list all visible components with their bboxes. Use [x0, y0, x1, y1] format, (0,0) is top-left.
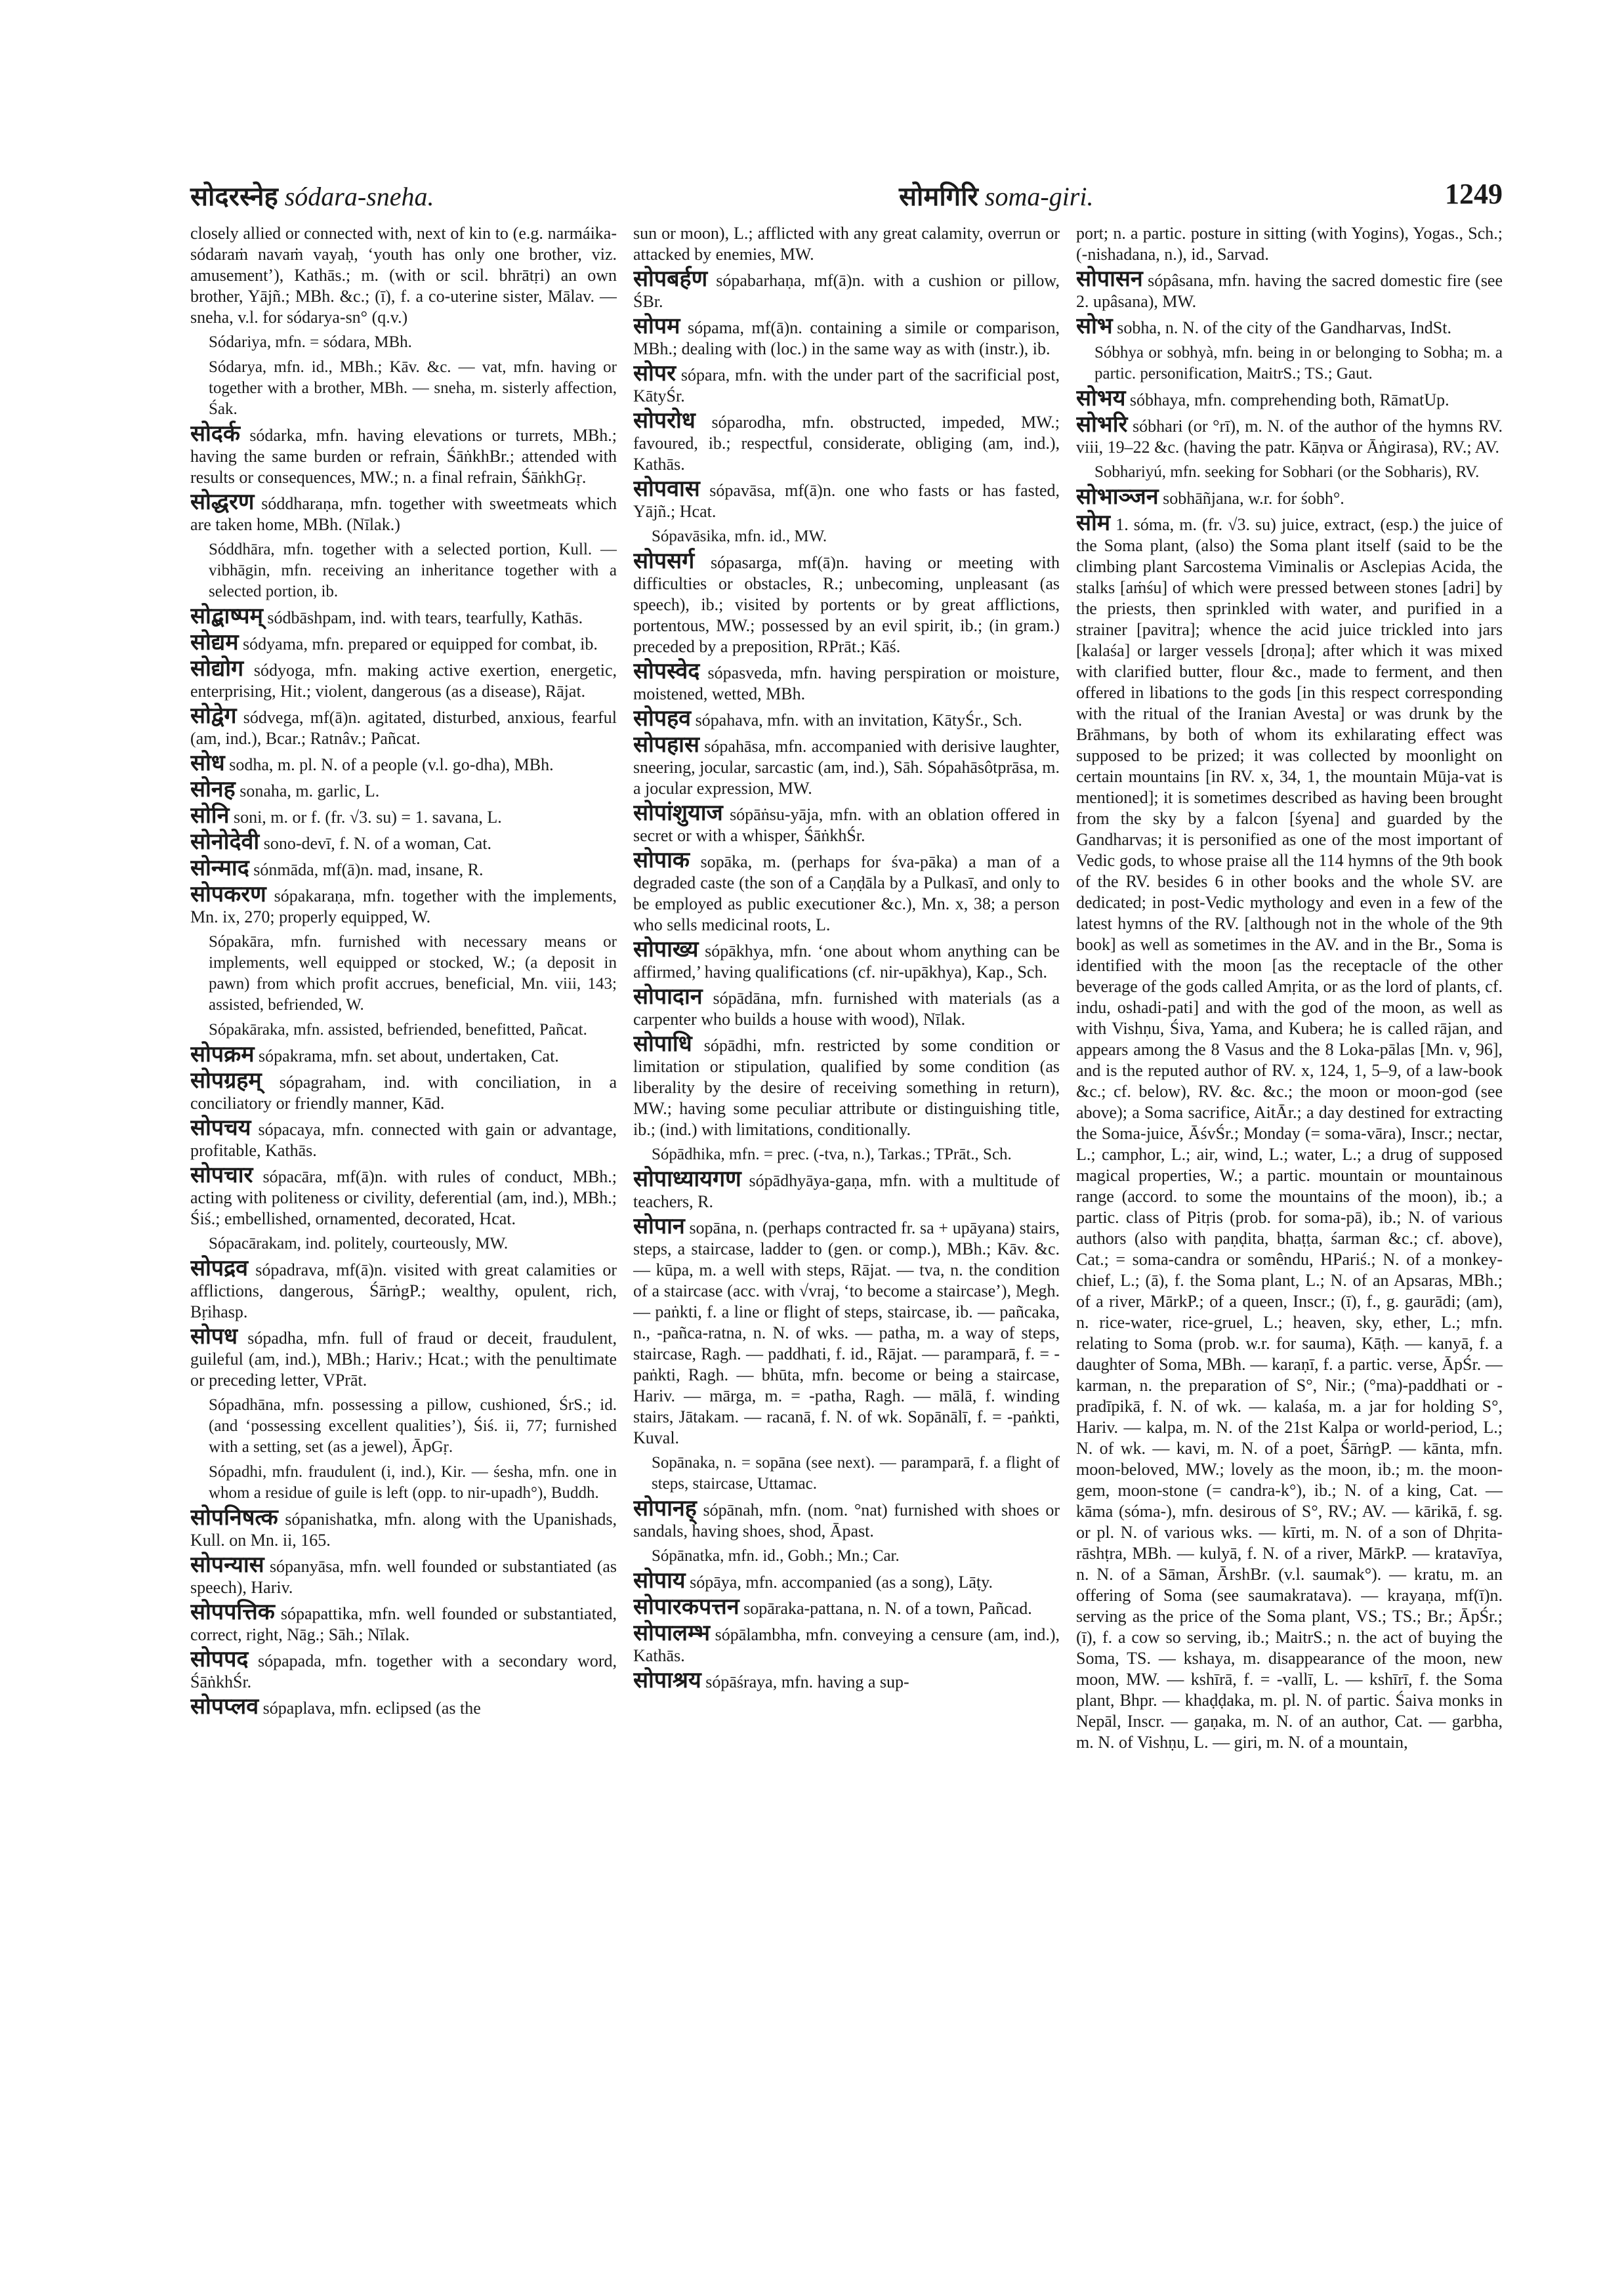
entry-text: sódvega, mf(ā)n. agitated, disturbed, anxious, fearful (am, ind.), Bcar.; Ratnâv.; Pañcat. — [190, 708, 617, 748]
entry-headword: सोपचय — [190, 1116, 251, 1140]
entry-headword: सोपाधि — [633, 1032, 692, 1056]
dictionary-entry — [1076, 487, 1503, 509]
dictionary-entry — [190, 424, 617, 488]
entry-headword: सोभ — [1076, 314, 1113, 339]
sub-entry — [209, 332, 617, 353]
entry-text: sópasveda, mfn. having perspiration or moisture, moistened, wetted, MBh. — [633, 663, 1060, 703]
entry-text: sonaha, m. garlic, L. — [239, 781, 380, 800]
entry-text: sun or moon), L.; afflicted with any great calamity, overrun or attacked by enemies, MW. — [633, 224, 1060, 264]
entry-headword: सोम — [1076, 511, 1111, 535]
entry-text: sópadrava, mf(ā)n. visited with great calamities or afflictions, dangerous, ŚārṅgP.; wealthy, opulent, rich, Bṛihasp. — [190, 1260, 617, 1321]
sub-entry — [209, 1020, 617, 1041]
entry-headword: सोद्वेग — [190, 704, 237, 728]
entry-text: sodha, m. pl. N. of a people (v.l. go-dha), MBh. — [229, 755, 554, 774]
sub-entry — [652, 1453, 1060, 1495]
column-middle — [633, 223, 1060, 2244]
entry-text: sópāśraya, mfn. having a sup- — [705, 1672, 909, 1691]
dictionary-entry — [190, 606, 617, 629]
sub-entry — [652, 526, 1060, 547]
entry-headword: सोनि — [190, 804, 230, 828]
header-right-catchword — [899, 177, 1094, 213]
entry-headword: सोपसर्ग — [633, 549, 695, 573]
dictionary-entry — [190, 779, 617, 802]
dictionary-entry — [1076, 388, 1503, 411]
entry-text: Sódariya, mfn. = sódara, MBh. — [209, 333, 412, 351]
entry-headword: सोपाश्रय — [633, 1668, 701, 1693]
entry-text: sópahāsa, mfn. accompanied with derisive laughter, sneering, jocular, sarcastic (am, ind.), Sāh. Sópahāsôtprāsa, m. a jocular expression, MW. — [633, 737, 1060, 798]
entry-text: sóddharaṇa, mfn. together with sweetmeats which are taken home, MBh. (Nīlak.) — [190, 494, 617, 534]
entry-text: port; n. a partic. posture in sitting (with Yogins), Yogas., Sch.; (-nishadana, n.), id., Sarvad. — [1076, 224, 1503, 264]
dictionary-entry — [190, 832, 617, 854]
entry-text: sódarka, mfn. having elevations or turrets, MBh.; having the same burden or refrain, ŚāṅkhBr.; attended with results or consequences, MW.; n. a final refrain, ŚāṅkhGṛ. — [190, 426, 617, 487]
column-right — [1076, 223, 1503, 2244]
dictionary-entry — [633, 850, 1060, 936]
entry-text: sódyama, mfn. prepared or equipped for combat, ib. — [243, 634, 598, 653]
entry-text: sópanishatka, mfn. along with the Upanishads, Kull. on Mn. ii, 165. — [190, 1510, 617, 1550]
dictionary-entry — [633, 1571, 1060, 1593]
entry-headword: सोपबर्हण — [633, 267, 708, 291]
entry-headword: सोपानह् — [633, 1497, 697, 1521]
entry-text: sónmāda, mf(ā)n. mad, insane, R. — [253, 860, 484, 879]
entry-text: 1. sóma, m. (fr. √3. su) juice, extract, (esp.) the juice of the Soma plant, (also) the Soma plant itself (said to be the climbing plant Sarcostema Viminalis or Asclepias Acida, the stalks [aṁśu] of which were pressed between stones [adri] by the priests, then sprinkled with water, and purified in a strainer [pavitra]; whence the acid juice trickled into jars [kalaśa] or larger vessels [droṇa]; after which it was mixed with clarified butter, flour &c., made to ferment, and then offered in libations to the gods [in this respect corresponding with the ritual of the Iranian Avesta] or was drunk by the Brāhmans, by both of whom its exhilarating effect was supposed to be prized; it was collected by moonlight on certain mountains [in RV. x, 34, 1, the mountain Mūja-vat is mentioned]; it is sometimes described as having been brought from the sky by a falcon [śyena] and guarded by the Gandharvas; it is personified as one of the most important of Vedic gods, to whose praise all the 114 hymns of the 9th book of the RV. besides 6 in other books and the whole SV. are dedicated; in post-Vedic mythology and even in a few of the latest hymns of the RV. [although not in the whole of the 9th book] as well as sometimes in the AV. and in the Br., Soma is identified with the moon [as the receptacle of the other beverage of the gods called Amṛita, or as the lord of plants, cf. indu, oshadi-pati] and with the god of the moon, as well as with Vishṇu, Śiva, Yama, and Kubera; he is called rājan, and appears among the 8 Vasus and the 8 Loka-pālas [Mn. v, 96], and is the reputed author of RV. x, 124, 1, 5–9, of a law-book &c.; cf. below), RV. &c. &c.; the moon or moon-god (see above); a Soma sacrifice, AitĀr.; a day destined for extracting the Soma-juice, ĀśvŚr.; Monday (= soma-vāra), Inscr.; nectar, L.; camphor, L.; air, wind, L.; water, L.; a drug of supposed magical properties, W.; a partic. mountain or mountainous range (accord. to some the mountains of the moon), ib.; a partic. class of Pitṛis (prob. for soma-pā), ib.; N. of various authors (also with paṇḍita, bhaṭṭa, śarman &c.; cf. above), Cat.; = soma-candra or somêndu, HPariś.; N. of a monkey-chief, L.; (ā), f. the Soma plant, L.; N. of an Apsaras, MBh.; of a river, MārkP.; of a queen, Inscr.; (ī), f., g. gaurādi; (am), n. rice-water, rice-gruel, L.; heaven, sky, ether, L.; mfn. relating to Soma (prob. w.r. for sauma), Kāṭh. — kanyā, f. a daughter of Soma, MBh. — karaṇī, f. a partic. verse, ĀpŚr. — karman, n. the preparation of S°, Nir.; (°ma)-paddhati or -pradīpikā, f. N. of wk. — kalaśa, m. a jar for holding S°, Hariv. — kalpa, m. N. of the 21st Kalpa or world-period, L.; N. of wk. — kavi, m. N. of a poet, ŚārṅgP. — kānta, mfn. moon-beloved, MW.; lovely as the moon, ib.; m. the moon-gem, moon-stone (= candra-k°), ib.; N. of a king, Cat. — kāma (sóma-), mfn. desirous of S°, RV.; AV. — kārikā, f. sg. or pl. N. of various wks. — kīrti, m. N. of a son of Dhṛita-rāshṭra, MBh. — kulyā, f. N. of a river, MārkP. — kratavīya, n. N. of a Sāman, ĀrshBr. (v.l. saumak°). — kratu, m. an offering of Soma (see saumakratava). — krayaṇa, mf(ī)n. serving as the price of the Soma plant, VS.; TS.; Br.; ĀpŚr.; (ī), f. a cow so serving, ib.; MaitrS.; n. the act of buying the Soma, TS. — kshaya, m. disappearance of the moon, new moon, MW. — kshīrā, f. = -vallī, L. — kshīrī, f. the Soma plant, Bhpr. — khaḍḍaka, m. pl. N. of partic. Śaiva monks in Nepāl, Inscr. — gaṇaka, m. N. of an author, Cat. — garbha, m. N. of Vishṇu, L. — giri, m. N. of a mountain, — [1076, 515, 1503, 1752]
entry-headword: सोपक्रम — [190, 1043, 255, 1067]
dictionary-entry — [1076, 316, 1503, 339]
entry-text: sobhāñjana, w.r. for śobh°. — [1163, 489, 1344, 508]
dictionary-entry — [633, 411, 1060, 475]
dictionary-entry — [1076, 513, 1503, 1753]
entry-headword: सोपस्वेद — [633, 659, 700, 684]
entry-text: Sópānatka, mfn. id., Gobh.; Mn.; Car. — [652, 1547, 900, 1565]
entry-text: Sóddhāra, mfn. together with a selected portion, Kull. — vibhāgin, mfn. receiving an inheritance together with a selected portion, ib. — [209, 541, 617, 600]
dictionary-entry — [190, 1602, 617, 1645]
entry-text: Sópādhika, mfn. = prec. (-tva, n.), Tarkas.; TPrāt., Sch. — [652, 1146, 1012, 1163]
entry-headword: सोपचार — [190, 1163, 253, 1188]
dictionary-entry — [633, 1216, 1060, 1449]
dictionary-entry — [633, 803, 1060, 846]
dictionary-entry — [633, 940, 1060, 983]
entry-headword: सोपपद — [190, 1647, 249, 1672]
entry-headword: सोपांशुयाज — [633, 801, 723, 825]
entry-text: Sópacārakam, ind. politely, courteously, MW. — [209, 1235, 509, 1252]
sub-entry — [1094, 342, 1503, 384]
entry-text: sópagraham, ind. with conciliation, in a conciliatory or friendly manner, Kād. — [190, 1073, 617, 1113]
dictionary-entry — [633, 1623, 1060, 1666]
entry-headword: सोद्बाष्पम् — [190, 604, 263, 629]
entry-text: sópabarhaṇa, mf(ā)n. with a cushion or pillow, ŚBr. — [633, 271, 1060, 311]
entry-text: sópâsana, mfn. having the sacred domestic fire (see 2. upâsana), MW. — [1076, 271, 1503, 311]
entry-headword: सोभरि — [1076, 413, 1128, 437]
dictionary-entry — [633, 223, 1060, 265]
dictionary-entry — [190, 706, 617, 749]
dictionary-entry — [190, 1508, 617, 1551]
dictionary-entry — [633, 709, 1060, 731]
entry-headword: सोद्धरण — [190, 490, 255, 514]
entry-headword: सोन्माद — [190, 856, 249, 880]
dictionary-entry — [190, 492, 617, 535]
entry-text: sóparodha, mfn. obstructed, impeded, MW.; favoured, ib.; respectful, considerate, obliging (am, ind.), Kathās. — [633, 413, 1060, 474]
entry-text: sópacaya, mfn. connected with gain or advantage, profitable, Kathās. — [190, 1120, 617, 1160]
entry-headword: सोद्यम — [190, 631, 239, 655]
entry-headword: सोपनिषत्क — [190, 1506, 278, 1530]
entry-text: Sópakāra, mfn. furnished with necessary means or implements, well equipped or stocked, W.; (a deposit in pawn) from which profit accrues, beneficial, Mn. viii, 143; assisted, befriended, W. — [209, 933, 617, 1014]
entry-headword: सोध — [190, 751, 225, 775]
entry-headword: सोपध — [190, 1325, 238, 1349]
sub-entry — [209, 1233, 617, 1254]
entry-headword: सोपन्यास — [190, 1553, 264, 1577]
dictionary-entry — [190, 1044, 617, 1067]
sub-entry — [209, 357, 617, 420]
running-header — [190, 177, 1503, 217]
sub-entry — [652, 1144, 1060, 1165]
dictionary-entry — [190, 1555, 617, 1598]
dictionary-entry — [190, 858, 617, 880]
dictionary-columns — [190, 223, 1503, 2244]
header-center-devanagari: सोमगिरि — [899, 182, 978, 211]
sub-entry — [209, 1462, 617, 1504]
entry-headword: सोपरोध — [633, 409, 696, 433]
dictionary-entry — [190, 1118, 617, 1161]
entry-text: sópādhyāya-gaṇa, mfn. with a multitude of teachers, R. — [633, 1171, 1060, 1211]
entry-headword: सोनह — [190, 777, 236, 802]
dictionary-entry — [190, 806, 617, 828]
entry-text: Sobhariyú, mfn. seeking for Sobhari (or the Sobharis), RV. — [1094, 463, 1480, 481]
entry-text: sópānah, mfn. (nom. °nat) furnished with shoes or sandals, having shoes, shod, Āpast. — [633, 1500, 1060, 1540]
dictionary-entry — [633, 1670, 1060, 1693]
entry-text: sópaplava, mfn. eclipsed (as the — [262, 1699, 481, 1718]
dictionary-entry — [633, 269, 1060, 312]
entry-text: sópāya, mfn. accompanied (as a song), Lāṭy. — [690, 1573, 993, 1592]
dictionary-entry — [633, 1034, 1060, 1140]
dictionary-entry — [190, 659, 617, 702]
entry-headword: सोपप्लव — [190, 1695, 259, 1719]
dictionary-entry — [190, 1258, 617, 1323]
sub-entry — [209, 1395, 617, 1458]
entry-text: sópapada, mfn. together with a secondary word, ŚāṅkhŚr. — [190, 1651, 617, 1691]
entry-headword: सोभाञ्जन — [1076, 485, 1159, 509]
dictionary-entry — [633, 479, 1060, 522]
entry-text: closely allied or connected with, next of kin to (e.g. narmáika-sódaraṁ navaṁ vayaḥ, ‘youth has only one brother, viz. amusement’), Kathās.; m. (with or scil. bhrātṛi) an own brother, Yājñ.; MBh. &c.; (ī), f. a co-uterine sister, Mālav. — sneha, v.l. for sódarya-sn° (q.v.) — [190, 224, 617, 327]
entry-headword: सोपहास — [633, 733, 699, 757]
entry-text: soni, m. or f. (fr. √3. su) = 1. savana, L. — [233, 808, 502, 827]
entry-headword: सोपान — [633, 1214, 685, 1239]
dictionary-entry — [633, 987, 1060, 1030]
dictionary-entry — [633, 1597, 1060, 1619]
entry-text: sopāna, n. (perhaps contracted fr. sa + upāyana) stairs, steps, a staircase, ladder to (gen. or comp.), MBh.; Kāv. &c. — kūpa, m. a well with steps, Rājat. — tva, n. the condition of a staircase (acc. with √vraj, ‘to become a staircase’), Megh. — paṅkti, f. a line or flight of steps, staircase, ib. — pañcaka, n., -pañca-ratna, n. N. of wks. — patha, m. a way of steps, staircase, Ragh. — paddhati, f. id., Rājat. — paramparā, f. = -paṅkti, Ragh. — bhūta, mfn. become or being a staircase, Hariv. — mārga, m. = -patha, Ragh. — mālā, f. winding stairs, Jātakam. — racanā, f. N. of wk. Sopānālī, f. = -paṅkti, Kuval. — [633, 1218, 1060, 1447]
column-left — [190, 223, 617, 2244]
entry-text: sódbāshpam, ind. with tears, tearfully, Kathās. — [267, 608, 583, 627]
entry-headword: सोपादान — [633, 985, 703, 1009]
entry-text: sópama, mf(ā)n. containing a simile or comparison, MBh.; dealing with (loc.) in the same way as with (instr.), ib. — [633, 318, 1060, 358]
entry-headword: सोपपत्तिक — [190, 1600, 275, 1624]
entry-text: Sópakāraka, mfn. assisted, befriended, benefitted, Pañcat. — [209, 1021, 587, 1039]
entry-headword: सोनोदेवी — [190, 830, 260, 854]
entry-text: Sopānaka, n. = sopāna (see next). — paramparā, f. a flight of steps, staircase, Uttamac. — [652, 1454, 1060, 1493]
dictionary-entry — [190, 1697, 617, 1719]
entry-text: sópādhi, mfn. restricted by some condition or limitation or stipulation, qualified by some condition (as liberality by the desire of receiving something in return), MW.; having some peculiar attribute or distinguishing title, ib.; (ind.) with limitations, conditionally. — [633, 1036, 1060, 1139]
entry-text: Sópadhi, mfn. fraudulent (i, ind.), Kir. — śesha, mfn. one in whom a residue of guile is left (opp. to nir-upadh°), Buddh. — [209, 1463, 617, 1502]
entry-text: sópakrama, mfn. set about, undertaken, Cat. — [259, 1046, 559, 1065]
entry-text: sóbhaya, mfn. comprehending both, RāmatUp. — [1129, 390, 1449, 409]
entry-headword: सोपासन — [1076, 267, 1143, 291]
header-left-catchword — [190, 177, 434, 213]
entry-text: sópadha, mfn. full of fraud or deceit, fraudulent, guileful (am, ind.), MBh.; Hariv.; Hcat.; with the penultimate or preceding letter, VPrāt. — [190, 1329, 617, 1390]
entry-headword: सोपाख्य — [633, 938, 699, 962]
entry-text: sópādāna, mfn. furnished with materials (as a carpenter who builds a house with wood), Nīlak. — [633, 989, 1060, 1029]
dictionary-entry — [190, 1071, 617, 1114]
entry-headword: सोपर — [633, 362, 677, 386]
dictionary-entry — [190, 632, 617, 655]
dictionary-entry — [633, 661, 1060, 705]
sub-entry — [209, 539, 617, 602]
page-number: 1249 — [1445, 178, 1503, 210]
entry-text: Sóbhya or sobhyà, mfn. being in or belonging to Sobha; m. a partic. personification, MaitrS.; TS.; Gaut. — [1094, 344, 1503, 382]
dictionary-entry — [633, 363, 1060, 407]
dictionary-entry — [633, 551, 1060, 657]
header-center-translit: soma-giri. — [984, 182, 1094, 211]
entry-headword: सोपालम्भ — [633, 1621, 711, 1645]
entry-text: sópāṅsu-yāja, mfn. with an oblation offered in secret or with a whisper, ŚāṅkhŚr. — [633, 805, 1060, 845]
entry-headword: सोपवास — [633, 477, 700, 501]
entry-text: sópacāra, mf(ā)n. with rules of conduct, MBh.; acting with politeness or civility, deferential (am, ind.), MBh.; Śiś.; embellished, ornamented, decorated, Hcat. — [190, 1167, 617, 1228]
entry-text: sóbhari (or °rī), m. N. of the author of the hymns RV. viii, 19–22 &c. (having the patr. Kāṇva or Āṅgirasa), RV.; AV. — [1076, 417, 1503, 457]
entry-headword: सोपकरण — [190, 882, 266, 907]
entry-headword: सोद्योग — [190, 657, 244, 681]
header-left-translit: sódara-sneha. — [284, 182, 434, 211]
dictionary-entry — [1076, 223, 1503, 265]
sub-entry — [652, 1546, 1060, 1567]
dictionary-entry — [190, 884, 617, 928]
dictionary-entry — [1076, 415, 1503, 458]
entry-headword: सोदर्क — [190, 422, 240, 446]
entry-headword: सोपग्रहम् — [190, 1069, 262, 1093]
dictionary-entry — [190, 1327, 617, 1391]
entry-text: sópavāsa, mf(ā)n. one who fasts or has fasted, Yājñ.; Hcat. — [633, 481, 1060, 521]
entry-text: sópālambha, mfn. conveying a censure (am, ind.), Kathās. — [633, 1625, 1060, 1665]
entry-text: sópahava, mfn. with an invitation, KātyŚr., Sch. — [695, 711, 1022, 730]
entry-text: sono-devī, f. N. of a woman, Cat. — [263, 834, 492, 853]
dictionary-entry — [190, 223, 617, 328]
dictionary-entry — [633, 1499, 1060, 1542]
dictionary-entry — [190, 1649, 617, 1693]
entry-text: sópapattika, mfn. well founded or substantiated, correct, right, Nāg.; Sāh.; Nīlak. — [190, 1604, 617, 1644]
sub-entry — [209, 932, 617, 1016]
entry-text: sópasarga, mf(ā)n. having or meeting with difficulties or obstacles, R.; unbecoming, unpleasant (as speech), ib.; visited by portents or by great afflictions, portentous, MW.; possessed by an evil spirit, ib.; (in gram.) preceded by a preposition, RPrāt.; Kāś. — [633, 553, 1060, 656]
header-left-devanagari: सोदरस्नेह — [190, 182, 278, 211]
dictionary-entry — [1076, 269, 1503, 312]
dictionary-entry — [190, 753, 617, 775]
entry-headword: सोपहव — [633, 707, 692, 731]
entry-text: sódyoga, mfn. making active exertion, energetic, enterprising, Hit.; violent, dangerous (as a disease), Rājat. — [190, 661, 617, 701]
entry-text: sopāraka-pattana, n. N. of a town, Pañcad. — [743, 1599, 1032, 1618]
entry-text: sobha, n. N. of the city of the Gandharvas, IndSt. — [1117, 318, 1451, 337]
entry-text: Sódarya, mfn. id., MBh.; Kāv. &c. — vat, mfn. having or together with a brother, MBh. — sneha, m. sisterly affection, Śak. — [209, 358, 617, 418]
dictionary-entry — [633, 316, 1060, 360]
entry-headword: सोपारकपत्तन — [633, 1595, 739, 1619]
entry-headword: सोपाक — [633, 848, 690, 873]
entry-text: sópanyāsa, mfn. well founded or substantiated (as speech), Hariv. — [190, 1557, 617, 1597]
sub-entry — [1094, 462, 1503, 483]
entry-text: sópākhya, mfn. ‘one about whom anything can be affirmed,’ having qualifications (cf. nir-upākhya), Kap., Sch. — [633, 941, 1060, 982]
entry-headword: सोभय — [1076, 386, 1126, 411]
entry-text: Sópavāsika, mfn. id., MW. — [652, 527, 827, 545]
entry-headword: सोपाध्यायगण — [633, 1167, 741, 1191]
entry-headword: सोपद्रव — [190, 1256, 249, 1281]
entry-text: sópara, mfn. with the under part of the sacrificial post, KātyŚr. — [633, 365, 1060, 405]
dictionary-entry — [633, 1169, 1060, 1212]
entry-text: Sópadhāna, mfn. possessing a pillow, cushioned, ŚrS.; id. (and ‘possessing excellent qualities’), Śiś. ii, 77; furnished with a setting, set (as a jewel), ĀpGṛ. — [209, 1396, 617, 1456]
entry-headword: सोपम — [633, 314, 680, 339]
dictionary-entry — [633, 735, 1060, 799]
dictionary-entry — [190, 1165, 617, 1230]
entry-text: sopāka, m. (perhaps for śva-pāka) a man of a degraded caste (the son of a Caṇḍāla by a Pulkasī, and only to be employed as public executioner &c.), Mn. x, 38; a person who sells medicinal roots, L. — [633, 852, 1060, 934]
entry-text: sópakaraṇa, mfn. together with the implements, Mn. ix, 270; properly equipped, W. — [190, 886, 617, 926]
entry-headword: सोपाय — [633, 1569, 686, 1593]
